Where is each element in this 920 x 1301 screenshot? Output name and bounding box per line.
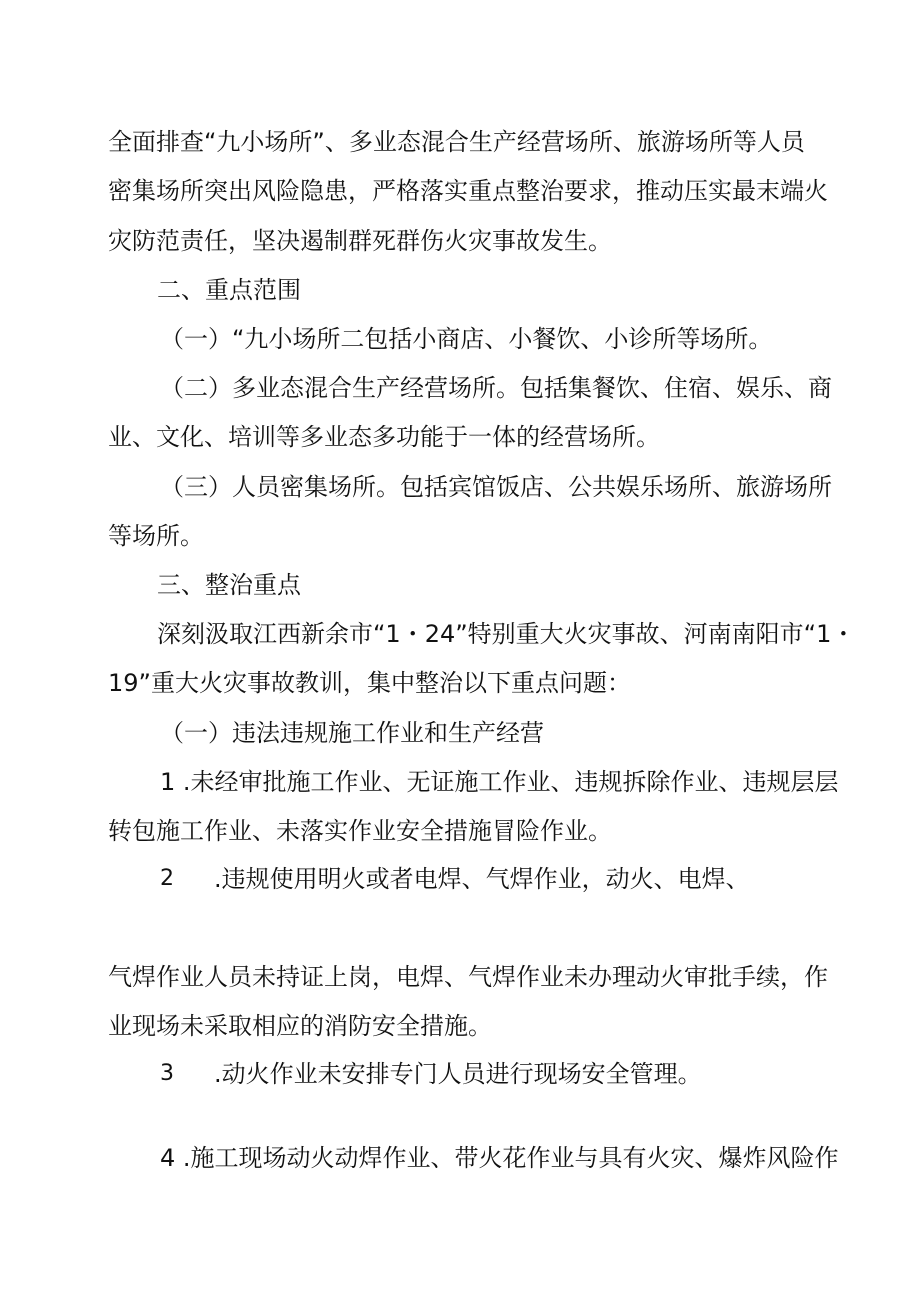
section-heading: 三、整治重点 [157, 571, 301, 599]
section-heading: 二、重点范围 [157, 276, 301, 304]
paragraph-line: 业、文化、培训等多业态多功能于一体的经营场所。 [108, 423, 660, 451]
paragraph-line: 密集场所突出风险隐患，严格落实重点整治要求，推动压实最末端火 [108, 177, 828, 205]
paragraph-line: 灾防范责任，坚决遏制群死群伤火灾事故发生。 [108, 227, 612, 255]
paragraph-line: 1 .未经审批施工作业、无证施工作业、违规拆除作业、违规层层 [160, 768, 839, 796]
paragraph-line: .动火作业未安排专门人员进行现场安全管理。 [214, 1060, 702, 1088]
item-number: 3 [160, 1061, 174, 1086]
item-number: 2 [160, 866, 174, 891]
paragraph-line: 全面排查“九小场所”、多业态混合生产经营场所、旅游场所等人员 [108, 128, 805, 156]
subsection-heading: （一）违法违规施工作业和生产经营 [160, 719, 544, 747]
paragraph-line: 等场所。 [108, 522, 204, 550]
paragraph-line: （三）人员密集场所。包括宾馆饭店、公共娱乐场所、旅游场所 [160, 473, 832, 501]
paragraph-line: .违规使用明火或者电焊、气焊作业，动火、电焊、 [214, 865, 750, 893]
paragraph-line: （二）多业态混合生产经营场所。包括集餐饮、住宿、娱乐、商 [160, 374, 832, 402]
paragraph-line: 19”重大火灾事故教训，集中整治以下重点问题： [108, 669, 631, 697]
paragraph-line: （一）“九小场所二包括小商店、小餐饮、小诊所等场所。 [160, 325, 773, 353]
paragraph-line: 转包施工作业、未落实作业安全措施冒险作业。 [108, 817, 612, 845]
paragraph-line: 深刻汲取江西新余市“1・24”特别重大火灾事故、河南南阳市“1・ [157, 620, 856, 648]
paragraph-line: 业现场未采取相应的消防安全措施。 [108, 1012, 492, 1040]
paragraph-line: 4 .施工现场动火动焊作业、带火花作业与具有火灾、爆炸风险作 [160, 1144, 839, 1172]
paragraph-line: 气焊作业人员未持证上岗，电焊、气焊作业未办理动火审批手续，作 [108, 963, 828, 991]
